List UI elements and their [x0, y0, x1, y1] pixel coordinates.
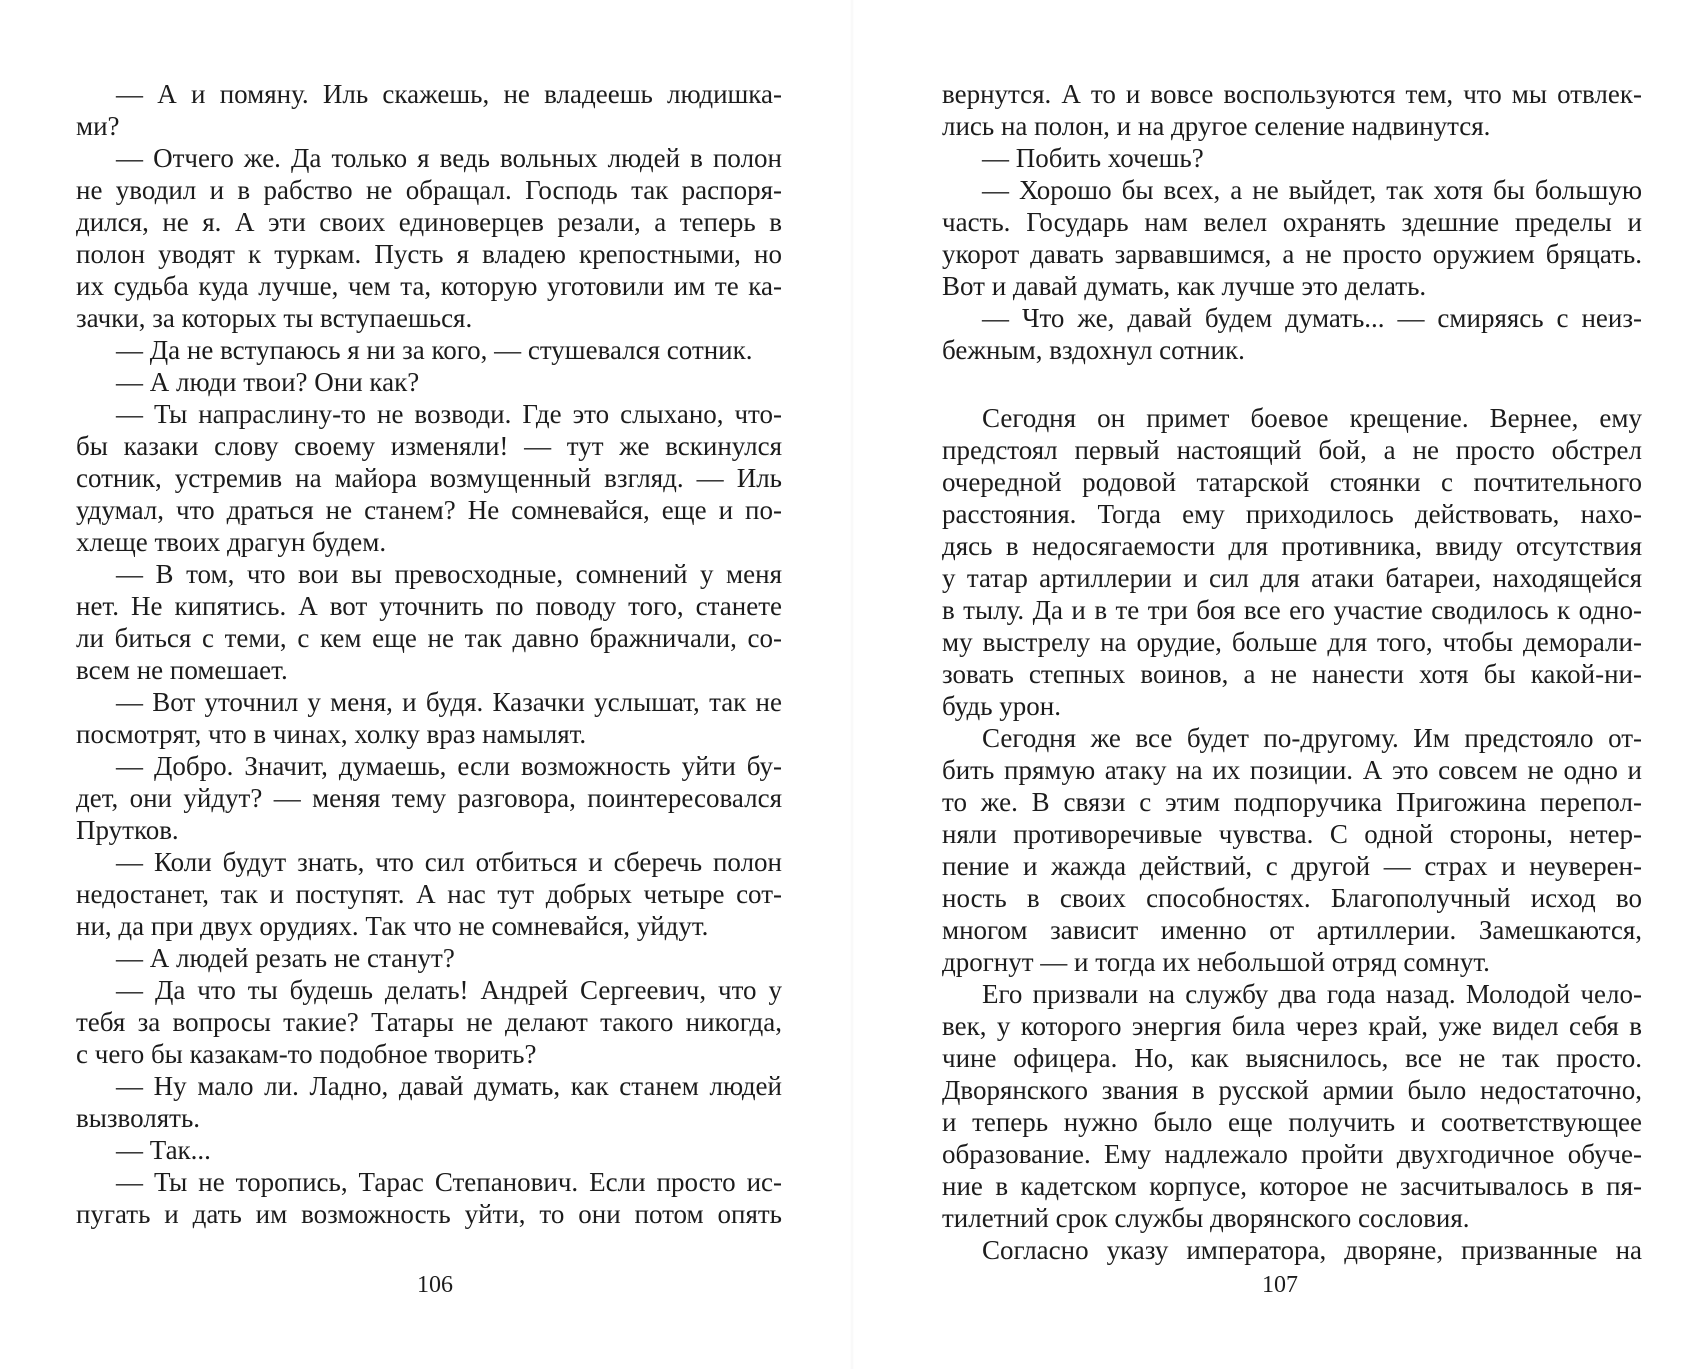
text-line: Вот и давай думать, как лучше это делать. [942, 271, 1427, 301]
text-line: Прутков. [76, 815, 179, 845]
text-line: — Что же, давай будем думать... — смиряясь с неиз- [982, 303, 1642, 333]
text-line: Его призвали на службу два года назад. Молодой чело- [982, 979, 1642, 1009]
text-line: дясь в недосягаемости для противника, ввиду отсутствия [942, 531, 1642, 561]
text-line: — Хорошо бы всех, а не выйдет, так хотя бы большую [982, 175, 1642, 205]
text-line: нет. Не кипятись. А вот уточнить по поводу того, станете [76, 591, 782, 621]
text-line: то же. В связи с этим подпоручика Пригожина перепол- [942, 787, 1642, 817]
text-line: — Коли будут знать, что сил отбиться и сберечь полон [116, 847, 782, 877]
text-line: — Так... [116, 1135, 211, 1165]
text-line: их судьба куда лучше, чем та, которую уготовили им те ка- [76, 271, 782, 301]
text-line: — Да что ты будешь делать! Андрей Сергеевич, что у [116, 975, 782, 1005]
text-line: предстоял первый настоящий бой, а не просто обстрел [942, 435, 1642, 465]
text-line: му выстрелу на орудие, больше для того, чтобы деморали- [942, 627, 1642, 657]
text-line: сотник, устремив на майора возмущенный взгляд. — Иль [76, 463, 782, 493]
text-line: — А людей резать не станут? [116, 943, 455, 973]
text-line: у татар артиллерии и сил для атаки батареи, находящейся [942, 563, 1642, 593]
text-line: век, у которого энергия била через край, уже видел себя в [942, 1011, 1642, 1041]
text-line: — А люди твои? Они как? [116, 367, 420, 397]
text-line: ни, да при двух орудиях. Так что не сомневайся, уйдут. [76, 911, 709, 941]
text-line: дет, они уйдут? — меняя тему разговора, поинтересовался [76, 783, 782, 813]
text-line: — Ты не торопись, Тарас Степанович. Если просто ис- [116, 1167, 782, 1197]
text-line: зовать степных воинов, а не нанести хотя бы какой-ни- [942, 659, 1642, 689]
text-line: — А и помяну. Иль скажешь, не владеешь людишка- [116, 79, 782, 109]
text-line: в тылу. Да и в те три боя все его участие сводилось к одно- [942, 595, 1642, 625]
text-line: — Ты напраслину-то не возводи. Где это слыхано, что- [116, 399, 782, 429]
text-line: не уводил и в рабство не обращал. Господь так распоря- [76, 175, 782, 205]
text-line: — Ну мало ли. Ладно, давай думать, как станем людей [116, 1071, 782, 1101]
text-line: образование. Ему надлежало пройти двухгодичное обуче- [942, 1139, 1642, 1169]
text-line: — Отчего же. Да только я ведь вольных людей в полон [116, 143, 782, 173]
text-line: дрогнут — и тогда их небольшой отряд сомнут. [942, 947, 1490, 977]
text-line: с чего бы казакам-то подобное творить? [76, 1039, 537, 1069]
text-line: — В том, что вои вы превосходные, сомнений у меня [116, 559, 782, 589]
text-line: бежным, вздохнул сотник. [942, 335, 1245, 365]
text-line: бить прямую атаку на их позиции. А это совсем не одно и [942, 755, 1642, 785]
left-page [76, 78, 782, 1230]
text-line: — Побить хочешь? [982, 143, 1204, 173]
right-page [942, 78, 1642, 1266]
text-line: Согласно указу императора, дворяне, призванные на [982, 1235, 1642, 1265]
text-line: очередной родовой татарской стоянки с почтительного [942, 467, 1642, 497]
text-line: Сегодня же все будет по-другому. Им предстояло от- [982, 723, 1642, 753]
text-line: удумал, что драться не станем? Не сомневайся, еще и по- [76, 495, 782, 525]
page-number-right: 107 [1262, 1272, 1298, 1298]
text-line: ли биться с теми, с кем еще не так давно бражничали, со- [76, 623, 782, 653]
text-line: расстояния. Тогда ему приходилось действовать, нахо- [942, 499, 1642, 529]
text-line: пение и жажда действий, с другой — страх и неуверен- [942, 851, 1642, 881]
text-line: тебя за вопросы такие? Татары не делают такого никогда, [76, 1007, 782, 1037]
text-line: будь урон. [942, 691, 1062, 721]
text-line: часть. Государь нам велел охранять здешние пределы и [942, 207, 1642, 237]
text-line: бы казаки слову своему изменяли! — тут же вскинулся [76, 431, 782, 461]
text-line: и теперь нужно было еще получить и соответствующее [942, 1107, 1642, 1137]
text-line: чине офицера. Но, как выяснилось, все не так просто. [942, 1043, 1642, 1073]
text-line: зачки, за которых ты вступаешься. [76, 303, 473, 333]
text-line: всем не помешает. [76, 655, 288, 685]
text-line: ность в своих способностях. Благополучный исход во [942, 883, 1642, 913]
text-line: — Да не вступаюсь я ни за кого, — стушевался сотник. [116, 335, 753, 365]
text-line: лись на полон, и на другое селение надвинутся. [942, 111, 1491, 141]
page-number-left: 106 [417, 1272, 453, 1298]
text-line: тилетний срок службы дворянского сословия. [942, 1203, 1470, 1233]
text-line: ние в кадетском корпусе, которое не засчитывалось в пя- [942, 1171, 1642, 1201]
text-line: укорот давать зарвавшимся, а не просто оружием бряцать. [942, 239, 1642, 269]
text-line: недостанет, так и поступят. А нас тут добрых четыре сот- [76, 879, 782, 909]
text-line: Дворянского звания в русской армии было недостаточно, [942, 1075, 1642, 1105]
text-line: ми? [76, 111, 120, 141]
text-line: пугать и дать им возможность уйти, то они потом опять [76, 1199, 782, 1229]
text-line: дился, не я. А эти своих единоверцев резали, а теперь в [76, 207, 782, 237]
text-line: Сегодня он примет боевое крещение. Вернее, ему [982, 403, 1642, 433]
section-break [942, 366, 1642, 402]
text-line: вернутся. А то и вовсе воспользуются тем, что мы отвлек- [942, 79, 1642, 109]
text-line: няли противоречивые чувства. С одной стороны, нетер- [942, 819, 1642, 849]
text-line: — Добро. Значит, думаешь, если возможность уйти бу- [116, 751, 782, 781]
text-line: вызволять. [76, 1103, 201, 1133]
text-line: хлеще твоих драгун будем. [76, 527, 387, 557]
text-line: посмотрят, что в чинах, холку враз намылят. [76, 719, 587, 749]
gutter-shadow [850, 0, 854, 1369]
text-line: — Вот уточнил у меня, и будя. Казачки услышат, так не [116, 687, 782, 717]
text-line: полон уводят к туркам. Пусть я владею крепостными, но [76, 239, 782, 269]
text-line: многом зависит именно от артиллерии. Замешкаются, [942, 915, 1642, 945]
